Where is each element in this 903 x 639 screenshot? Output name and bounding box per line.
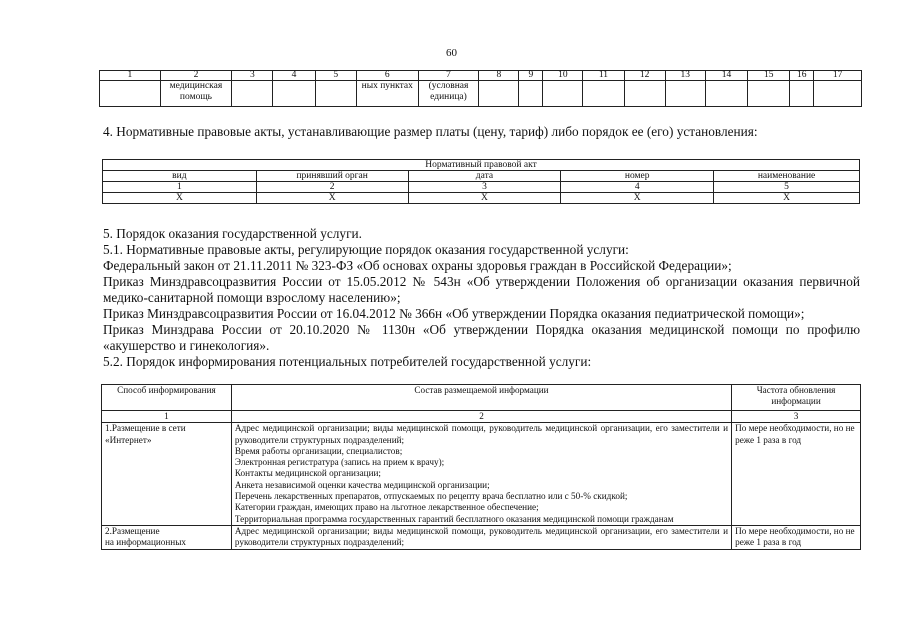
column-header: Способ информирования [102, 385, 232, 411]
table-cell: ных пунктах [356, 81, 418, 107]
number-cell: 1 [103, 182, 257, 193]
column-header: дата [408, 171, 561, 182]
number-cell: 3 [732, 411, 861, 423]
table-cell [232, 81, 273, 107]
table-cell [790, 81, 814, 107]
content-line: Категории граждан, имеющих право на льготное лекарственное обеспечение; [234, 502, 539, 513]
law-4-line-1: Приказ Минздрава России от 20.10.2020 № 1130н «Об утверждении Порядка оказания медицинской помощи по профилю [103, 322, 860, 337]
page-number: 60 [446, 47, 457, 59]
column-header: наименование [714, 171, 860, 182]
section4-heading: 4. Нормативные правовые акты, устанавливающие размер платы (цену, тариф) либо порядок ее (его) установления: [103, 124, 758, 139]
number-row [103, 182, 860, 193]
header-cell: 10 [543, 71, 583, 81]
header-cell: 7 [418, 71, 479, 81]
header-cell: 11 [583, 71, 624, 81]
section5-2-heading: 5.2. Порядок информирования потенциальных потребителей государственной услуги: [103, 354, 592, 369]
table-cell [814, 81, 862, 107]
content-line: Территориальная программа государственных гарантий бесплатного оказания медицинской помощи гражданам [234, 513, 674, 524]
column-header: вид [103, 171, 257, 182]
section5-1-heading: 5.1. Нормативные правовые акты, регулирующие порядок оказания государственной услуги: [103, 242, 629, 257]
number-cell: 3 [408, 182, 561, 193]
top-table-data-row [100, 81, 862, 107]
law-2-line-2: медико-санитарной помощи взрослому населению»; [103, 290, 401, 305]
content-line: Адрес медицинской организации; виды медицинской помощи, руководитель медицинской организации, его заместители и руководители структурных подразделений; [234, 423, 729, 445]
number-cell: 1 [102, 411, 232, 423]
column-header: Состав размещаемой информации [231, 385, 731, 411]
header-cell: 12 [624, 71, 665, 81]
content-line: Время работы организации, специалистов; [234, 445, 403, 456]
table-row [102, 525, 861, 549]
table-cell [543, 81, 583, 107]
law-1: Федеральный закон от 21.11.2011 № 323-ФЗ «Об основах охраны здоровья граждан в Российской Федерации»; [103, 258, 732, 273]
table-cell [665, 81, 705, 107]
header-cell: 16 [790, 71, 814, 81]
value-cell: Х [103, 193, 257, 204]
informing-frequency: По мере необходимости, но не реже 1 раза в год [732, 423, 861, 526]
content-line: Контакты медицинской организации; [234, 468, 381, 479]
informing-frequency: По мере необходимости, но не реже 1 раза в год [732, 525, 861, 549]
number-cell: 2 [231, 411, 731, 423]
column-header: Частота обновления информации [732, 385, 861, 411]
header-cell: 3 [232, 71, 273, 81]
table-cell [748, 81, 790, 107]
header-cell: 17 [814, 71, 862, 81]
section5-heading: 5. Порядок оказания государственной услуги. [103, 226, 362, 241]
table-cell: (условная единица) [418, 81, 479, 107]
content-line: Адрес медицинской организации; виды медицинской помощи, руководитель медицинской организации, его заместители и руководители структурных подразделений; [234, 525, 729, 548]
number-cell: 5 [714, 182, 860, 193]
header-cell: 1 [100, 71, 161, 81]
header-cell: 2 [160, 71, 232, 81]
informing-content [231, 423, 731, 526]
value-row [103, 193, 860, 204]
method-line: на информационных [105, 537, 186, 548]
column-header: принявший орган [256, 171, 408, 182]
value-cell: Х [256, 193, 408, 204]
table-cell [100, 81, 161, 107]
table-cell [479, 81, 519, 107]
table-cell [624, 81, 665, 107]
column-header: номер [561, 171, 714, 182]
value-cell: Х [561, 193, 714, 204]
content-line: Перечень лекарственных препаратов, отпускаемых по рецепту врача бесплатно или с 50-% скидкой; [234, 491, 628, 502]
header-cell: 15 [748, 71, 790, 81]
header-cell: 4 [273, 71, 315, 81]
law-4-line-2: «акушерство и гинекология». [103, 338, 270, 353]
table-cell [519, 81, 543, 107]
group-header-row [103, 160, 860, 171]
informing-number-row [102, 411, 861, 423]
header-cell: 9 [519, 71, 543, 81]
value-cell: Х [714, 193, 860, 204]
table-cell [705, 81, 747, 107]
number-cell: 4 [561, 182, 714, 193]
top-table-header-row [100, 71, 862, 81]
header-cell: 13 [665, 71, 705, 81]
header-cell: 8 [479, 71, 519, 81]
method-line: 2.Размещение [105, 525, 160, 536]
table-cell [583, 81, 624, 107]
top-table [99, 70, 862, 107]
informing-header-row [102, 385, 861, 411]
header-cell: 6 [356, 71, 418, 81]
informing-method: 1.Размещение в сети «Интернет» [102, 423, 232, 526]
table-cell [315, 81, 356, 107]
law-3: Приказ Минздравсоцразвития России от 16.04.2012 № 366н «Об утверждении Порядка оказания педиатрической помощи»; [103, 306, 805, 321]
informing-table [101, 384, 861, 550]
column-header-row [103, 171, 860, 182]
tariff-acts-table [102, 159, 860, 204]
table-row [102, 423, 861, 526]
content-line: Электронная регистратура (запись на прием к врачу); [234, 457, 445, 468]
content-line: Анкета независимой оценки качества медицинской организации; [234, 479, 490, 490]
group-header-cell: Нормативный правовой акт [103, 160, 860, 171]
informing-method [102, 525, 232, 549]
informing-content [231, 525, 731, 549]
table-cell [273, 81, 315, 107]
header-cell: 5 [315, 71, 356, 81]
value-cell: Х [408, 193, 561, 204]
number-cell: 2 [256, 182, 408, 193]
law-2-line-1: Приказ Минздравсоцразвития России от 15.05.2012 № 543н «Об утверждении Положения об организации оказания первичной [103, 274, 860, 289]
header-cell: 14 [705, 71, 747, 81]
table-cell: медицинская помощь [160, 81, 232, 107]
